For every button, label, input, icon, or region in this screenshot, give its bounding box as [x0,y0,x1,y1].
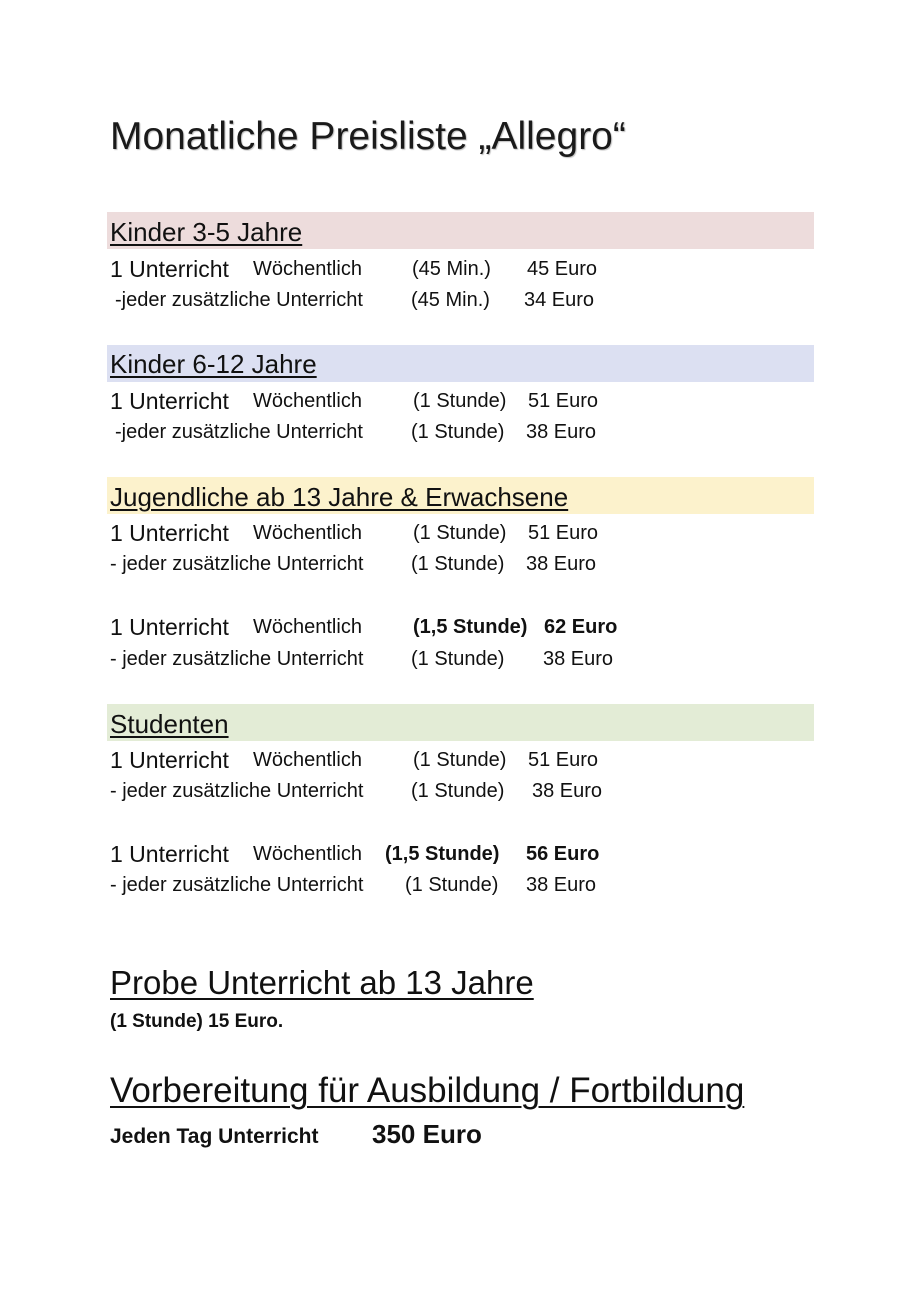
row-label: - jeder zusätzliche Unterricht [110,874,364,896]
row-duration: (1 Stunde) [413,749,507,771]
price-row [110,286,810,314]
price-row [110,840,810,868]
vorbereitung-heading: Vorbereitung für Ausbildung / Fortbildung [110,1071,745,1110]
row-price: 34 Euro [524,289,595,311]
price-row [110,871,810,899]
row-label: - jeder zusätzliche Unterricht [110,780,364,802]
row-lead: 1 Unterricht [110,614,229,640]
page-title: Monatliche Preisliste „Allegro“ [110,115,626,158]
row-label: -jeder zusätzliche Unterricht [115,289,363,311]
row-price: 51 Euro [528,749,599,771]
row-price: 38 Euro [526,874,597,896]
section-heading-jugendliche: Jugendliche ab 13 Jahre & Erwachsene [110,482,569,512]
row-label: Wöchentlich [253,749,362,771]
row-price: 38 Euro [543,648,614,670]
price-row [110,645,810,673]
row-label: Wöchentlich [253,390,362,412]
vorbereitung-label: Jeden Tag Unterricht [110,1125,319,1148]
section-heading-studenten: Studenten [110,709,229,739]
price-row [110,777,810,805]
row-lead: 1 Unterricht [110,256,229,282]
row-lead: 1 Unterricht [110,388,229,414]
price-row [110,387,810,415]
row-duration: (1 Stunde) [411,553,505,575]
price-row [110,550,810,578]
probe-heading: Probe Unterricht ab 13 Jahre [110,964,534,1001]
row-label: -jeder zusätzliche Unterricht [115,421,363,443]
row-label: Wöchentlich [253,522,362,544]
row-label: Wöchentlich [253,258,362,280]
row-duration: (1 Stunde) [405,874,499,896]
row-duration: (1 Stunde) [411,421,505,443]
row-lead: 1 Unterricht [110,841,229,867]
row-label: - jeder zusätzliche Unterricht [110,648,364,670]
row-duration: (45 Min.) [412,258,491,280]
row-label: - jeder zusätzliche Unterricht [110,553,364,575]
row-price: 56 Euro [526,843,600,865]
row-lead: 1 Unterricht [110,747,229,773]
row-duration: (1,5 Stunde) [385,843,500,865]
section-heading-kinder-3-5: Kinder 3-5 Jahre [110,217,303,247]
row-label: Wöchentlich [253,843,362,865]
row-price: 62 Euro [544,616,618,638]
price-row [110,746,810,774]
price-row [110,418,810,446]
price-row [110,255,810,283]
vorbereitung-row [110,1120,610,1152]
row-duration: (1 Stunde) [411,780,505,802]
vorbereitung-price: 350 Euro [372,1119,482,1149]
row-duration: (1 Stunde) [411,648,505,670]
probe-price: (1 Stunde) 15 Euro. [110,1011,284,1032]
row-price: 45 Euro [527,258,598,280]
row-lead: 1 Unterricht [110,520,229,546]
price-row [110,613,810,641]
price-row [110,519,810,547]
row-duration: (1 Stunde) [413,390,507,412]
row-price: 51 Euro [528,522,599,544]
row-price: 51 Euro [528,390,599,412]
row-label: Wöchentlich [253,616,362,638]
row-price: 38 Euro [526,421,597,443]
row-price: 38 Euro [532,780,603,802]
section-heading-kinder-6-12: Kinder 6-12 Jahre [110,349,317,379]
row-duration: (1,5 Stunde) [413,616,528,638]
row-price: 38 Euro [526,553,597,575]
row-duration: (1 Stunde) [413,522,507,544]
row-duration: (45 Min.) [411,289,490,311]
